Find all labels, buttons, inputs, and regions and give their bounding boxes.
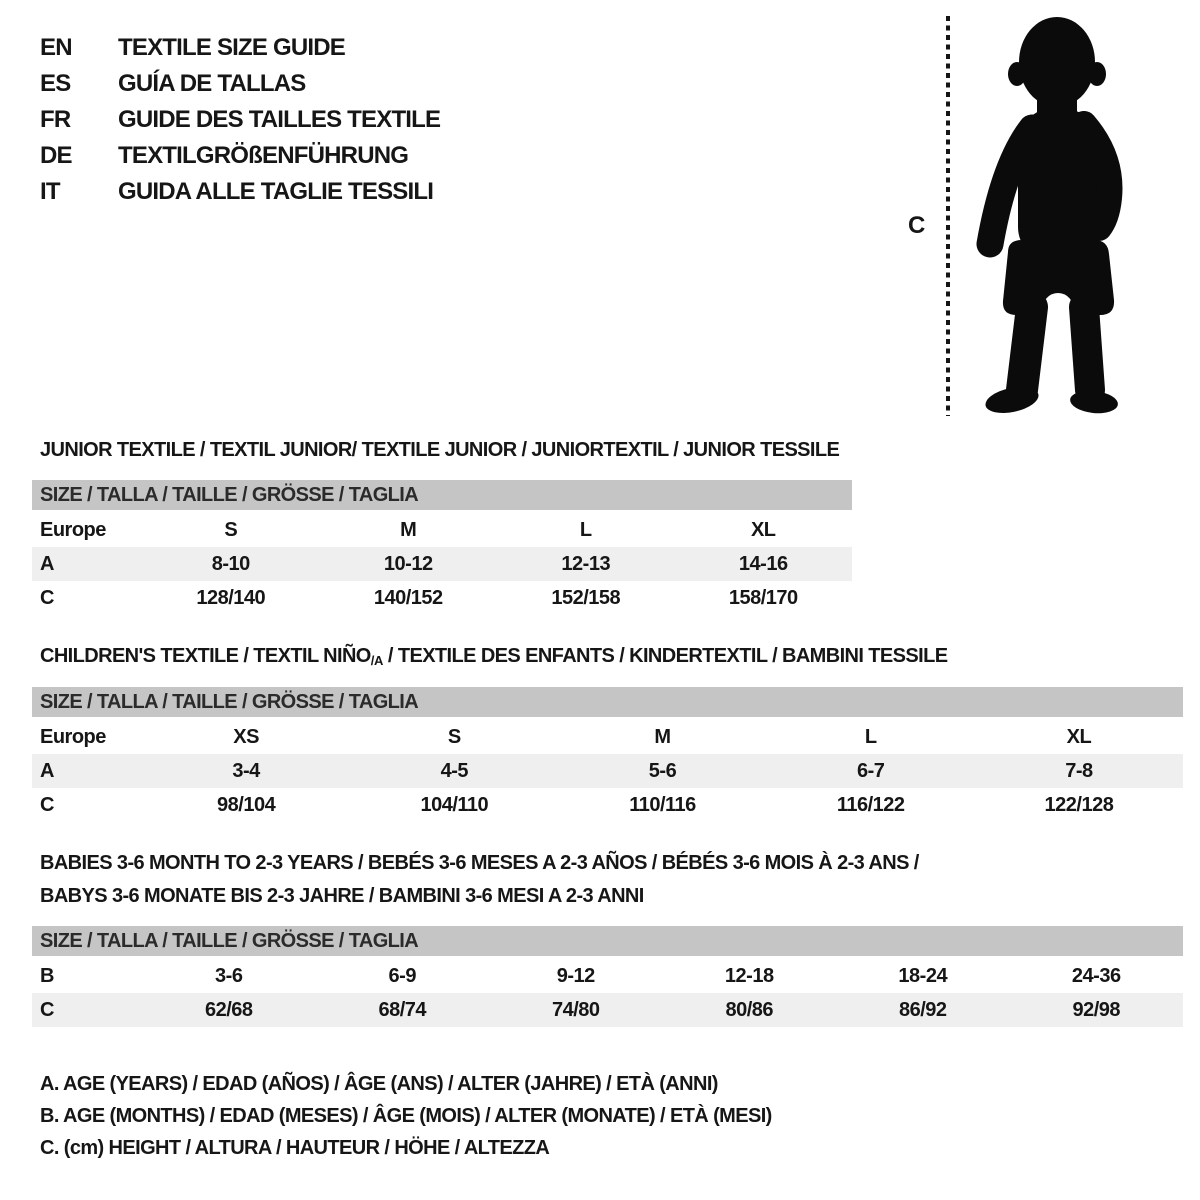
- height-dashed-line: [946, 16, 950, 416]
- row-label: Europe: [40, 518, 106, 541]
- toddler-silhouette-icon: [962, 12, 1142, 418]
- babies-size-table: [32, 926, 1183, 1027]
- lang-label: TEXTILE SIZE GUIDE: [118, 34, 345, 61]
- height-cell: 152/158: [551, 586, 621, 609]
- months-cell: 24-36: [1071, 964, 1121, 987]
- months-cell: 18-24: [898, 964, 948, 987]
- height-cell: 62/68: [204, 998, 253, 1021]
- size-cell: XS: [233, 725, 259, 748]
- height-measure-label: C: [908, 212, 926, 239]
- size-cell: XL: [1066, 725, 1092, 748]
- height-cell: 140/152: [373, 586, 443, 609]
- age-cell: 6-7: [857, 759, 885, 782]
- months-cell: 12-18: [724, 964, 774, 987]
- lang-code: ES: [40, 70, 71, 97]
- babies-section-title: [40, 847, 919, 913]
- table-row: [32, 720, 1183, 754]
- months-cell: 9-12: [556, 964, 595, 987]
- babies-title-line1: BABIES 3-6 MONTH TO 2-3 YEARS / BEBÉS 3-6 MESES A 2-3 AÑOS / BÉBÉS 3-6 MOIS À 2-3 ANS /: [40, 852, 919, 874]
- age-cell: 3-4: [232, 759, 260, 782]
- size-cell: S: [447, 725, 461, 748]
- age-cell: 14-16: [738, 552, 788, 575]
- row-label: B: [40, 964, 54, 987]
- age-cell: 8-10: [211, 552, 250, 575]
- legend-line-age-months: B. AGE (MONTHS) / EDAD (MESES) / ÂGE (MOIS) / ALTER (MONATE) / ETÀ (MESI): [40, 1105, 772, 1127]
- age-cell: 12-13: [561, 552, 611, 575]
- row-label: C: [40, 793, 54, 816]
- lang-label: GUIDA ALLE TAGLIE TESSILI: [118, 178, 434, 205]
- size-cell: M: [654, 725, 671, 748]
- lang-code: EN: [40, 34, 72, 61]
- age-cell: 5-6: [648, 759, 677, 782]
- legend: [40, 1068, 772, 1164]
- children-title-suffix: / TEXTILE DES ENFANTS / KINDERTEXTIL / BAMBINI TESSILE: [382, 645, 948, 667]
- size-cell: XL: [750, 518, 776, 541]
- height-cell: 104/110: [420, 793, 489, 816]
- height-cell: 80/86: [725, 998, 774, 1021]
- row-label: Europe: [40, 725, 106, 748]
- junior-section-title: JUNIOR TEXTILE / TEXTIL JUNIOR/ TEXTILE JUNIOR / JUNIORTEXTIL / JUNIOR TESSILE: [40, 439, 840, 461]
- language-list: [40, 30, 440, 210]
- height-cell: 116/122: [836, 793, 905, 816]
- row-label: C: [40, 586, 54, 609]
- height-cell: 98/104: [217, 793, 276, 816]
- row-label: A: [40, 759, 54, 782]
- table-row: [32, 993, 1183, 1027]
- table-row: [32, 581, 852, 615]
- table-row: [32, 547, 852, 581]
- months-cell: 6-9: [388, 964, 416, 987]
- height-cell: 92/98: [1072, 998, 1121, 1021]
- lang-code: DE: [40, 142, 72, 169]
- height-cell: 74/80: [551, 998, 600, 1021]
- children-section-title: [40, 644, 947, 670]
- age-cell: 4-5: [440, 759, 468, 782]
- size-cell: M: [400, 518, 417, 541]
- size-table-header: SIZE / TALLA / TAILLE / GRÖSSE / TAGLIA: [32, 480, 852, 510]
- height-cell: 110/116: [629, 793, 696, 816]
- lang-code: FR: [40, 106, 71, 133]
- size-table-header: SIZE / TALLA / TAILLE / GRÖSSE / TAGLIA: [32, 926, 1183, 956]
- height-cell: 128/140: [196, 586, 266, 609]
- row-label: C: [40, 998, 54, 1021]
- height-cell: 86/92: [898, 998, 947, 1021]
- lang-label: GUÍA DE TALLAS: [118, 70, 306, 97]
- table-row: [32, 754, 1183, 788]
- table-row: [32, 959, 1183, 993]
- table-row: [32, 513, 852, 547]
- legend-line-age-years: A. AGE (YEARS) / EDAD (AÑOS) / ÂGE (ANS) / ALTER (JAHRE) / ETÀ (ANNI): [40, 1073, 718, 1095]
- size-cell: S: [224, 518, 238, 541]
- height-cell: 158/170: [728, 586, 798, 609]
- size-cell: L: [864, 725, 877, 748]
- age-cell: 7-8: [1065, 759, 1093, 782]
- children-title-subscript: /A: [370, 653, 383, 668]
- junior-size-table: [32, 480, 852, 615]
- size-cell: L: [579, 518, 592, 541]
- babies-title-line2: BABYS 3-6 MONATE BIS 2-3 JAHRE / BAMBINI 3-6 MESI A 2-3 ANNI: [40, 885, 644, 907]
- table-row: [32, 788, 1183, 822]
- children-title-prefix: CHILDREN'S TEXTILE / TEXTIL NIÑO: [40, 645, 371, 667]
- age-cell: 10-12: [383, 552, 433, 575]
- legend-line-height: C. (cm) HEIGHT / ALTURA / HAUTEUR / HÖHE / ALTEZZA: [40, 1137, 550, 1159]
- lang-label: GUIDE DES TAILLES TEXTILE: [118, 106, 441, 133]
- height-cell: 68/74: [378, 998, 427, 1021]
- months-cell: 3-6: [215, 964, 243, 987]
- lang-label: TEXTILGRÖßENFÜHRUNG: [118, 142, 409, 169]
- lang-code: IT: [40, 178, 60, 205]
- size-table-header: SIZE / TALLA / TAILLE / GRÖSSE / TAGLIA: [32, 687, 1183, 717]
- row-label: A: [40, 552, 54, 575]
- children-size-table: [32, 687, 1183, 822]
- height-cell: 122/128: [1044, 793, 1114, 816]
